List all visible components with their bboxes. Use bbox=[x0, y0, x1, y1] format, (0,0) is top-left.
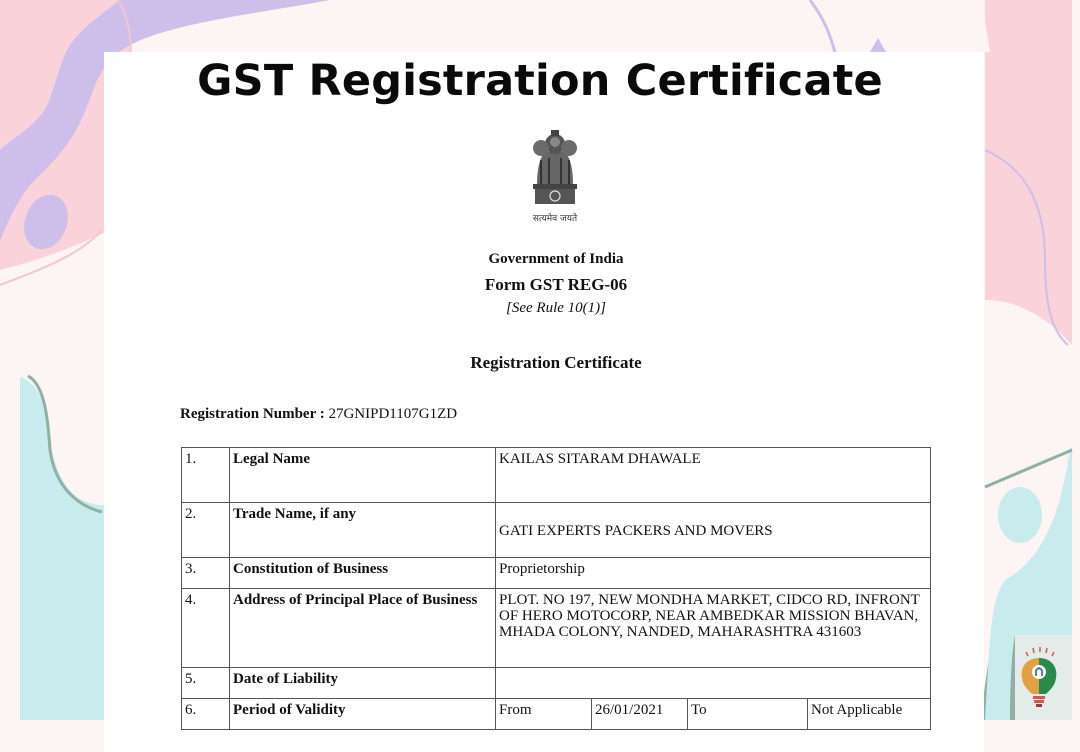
registration-number-value: 27GNIPD1107G1ZD bbox=[328, 406, 458, 422]
rule-reference: [See Rule 10(1)] bbox=[506, 300, 606, 316]
ashoka-emblem-icon bbox=[527, 126, 583, 210]
government-label: Government of India bbox=[488, 251, 624, 267]
row-number: 5. bbox=[182, 668, 230, 699]
certificate-details-table bbox=[181, 447, 931, 730]
table-row bbox=[182, 503, 931, 558]
table-row bbox=[182, 558, 931, 589]
validity-from-label: From bbox=[496, 699, 592, 730]
row-number: 6. bbox=[182, 699, 230, 730]
row-number: 2. bbox=[182, 503, 230, 558]
constitution-value: Proprietorship bbox=[496, 558, 931, 589]
table-row bbox=[182, 699, 931, 730]
form-label: Form GST REG-06 bbox=[484, 275, 628, 294]
date-of-liability-value bbox=[496, 668, 931, 699]
registration-number-label: Registration Number : bbox=[180, 406, 325, 422]
row-label: Address of Principal Place of Business bbox=[230, 589, 496, 668]
table-row bbox=[182, 668, 931, 699]
row-label: Legal Name bbox=[230, 448, 496, 503]
validity-to-value: Not Applicable bbox=[808, 699, 931, 730]
lightbulb-heads-logo-icon bbox=[1014, 642, 1064, 718]
row-label: Period of Validity bbox=[230, 699, 496, 730]
validity-from-value: 26/01/2021 bbox=[592, 699, 688, 730]
row-label: Date of Liability bbox=[230, 668, 496, 699]
row-label: Constitution of Business bbox=[230, 558, 496, 589]
row-label: Trade Name, if any bbox=[230, 503, 496, 558]
legal-name-value: KAILAS SITARAM DHAWALE bbox=[496, 448, 931, 503]
certificate-title: Registration Certificate bbox=[470, 353, 642, 372]
row-number: 4. bbox=[182, 589, 230, 668]
registration-number bbox=[180, 406, 457, 423]
validity-to-label: To bbox=[688, 699, 808, 730]
national-emblem bbox=[522, 126, 588, 226]
trade-name-value: GATI EXPERTS PACKERS AND MOVERS bbox=[496, 503, 931, 558]
headline: GST Registration Certificate bbox=[197, 56, 883, 106]
table-row bbox=[182, 589, 931, 668]
row-number: 1. bbox=[182, 448, 230, 503]
row-number: 3. bbox=[182, 558, 230, 589]
address-value: PLOT. NO 197, NEW MONDHA MARKET, CIDCO RD, INFRONT OF HERO MOTOCORP, NEAR AMBEDKAR MISSION BHAVAN, MHADA COLONY, NANDED, MAHARASHTRA 431603 bbox=[496, 589, 931, 668]
emblem-motto: सत्यमेव जयते bbox=[532, 214, 578, 224]
table-row bbox=[182, 448, 931, 503]
